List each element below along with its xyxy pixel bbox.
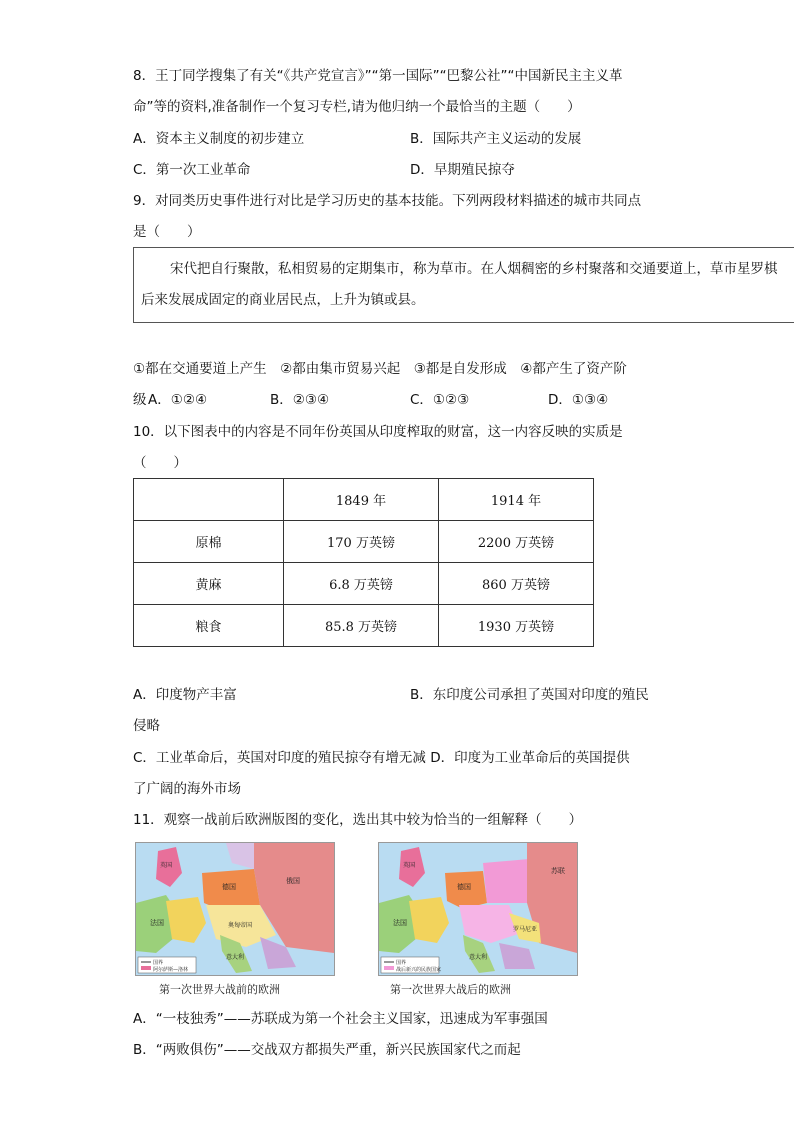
map-after-legend-border: 国界: [396, 960, 407, 966]
map-before-legend-alsace: 阿尔萨斯—洛林: [153, 967, 189, 973]
table-cell: 黄麻: [134, 563, 284, 605]
q10-data-table: [133, 478, 594, 647]
map-europe-after-wwi: [378, 842, 578, 976]
q10-option-cd-line2[interactable]: 了广阔的海外市场: [133, 781, 241, 797]
table-row: [134, 563, 594, 605]
q9-material-box: [133, 247, 794, 323]
table-cell: 原棉: [134, 521, 284, 563]
q11-option-b[interactable]: B．“两败俱伤”——交战双方都损失严重，新兴民族国家代之而起: [133, 1042, 521, 1058]
table-cell: 粮食: [134, 605, 284, 647]
table-cell: 85.8 万英镑: [284, 605, 439, 647]
map-after-label-italy: 意大利: [469, 954, 488, 961]
map-before-caption: 第一次世界大战前的欧洲: [159, 983, 280, 996]
map-after-label-soviet: 苏联: [551, 867, 565, 875]
table-header-row: [134, 479, 594, 521]
map-before-graphic: [136, 843, 334, 975]
map-after-label-germany: 德国: [457, 883, 471, 891]
map-before-label-italy: 意大利: [226, 954, 245, 961]
q10-option-cd-line1[interactable]: C．工业革命后，英国对印度的殖民掠夺有增无减 D．印度为工业革命后的英国提供: [133, 750, 630, 766]
map-after-label-france: 法国: [393, 919, 407, 927]
q9-stem-line1: 9．对同类历史事件进行对比是学习历史的基本技能。下列两段材料描述的城市共同点: [133, 193, 642, 209]
q8-stem-line2: 命”等的资料,准备制作一个复习专栏,请为他归纳一个最恰当的主题（ ）: [133, 99, 581, 115]
table-cell: 2200 万英镑: [439, 521, 594, 563]
q9-option-a[interactable]: A．①②④: [148, 392, 208, 408]
q9-stem-line2: 是（ ）: [133, 224, 201, 240]
map-europe-before-wwi: [135, 842, 335, 976]
map-after-label-britain: 英国: [403, 862, 416, 869]
q10-option-b-line2[interactable]: 侵略: [133, 718, 160, 734]
q8-option-a[interactable]: A．资本主义制度的初步建立: [133, 131, 305, 147]
map-before-legend-border: 国界: [153, 960, 164, 966]
q8-option-d[interactable]: D．早期殖民掠夺: [410, 162, 515, 178]
q10-option-a[interactable]: A．印度物产丰富: [133, 687, 237, 703]
map-before-label-france: 法国: [150, 919, 164, 927]
table-row: [134, 521, 594, 563]
q9-option-d[interactable]: D．①③④: [548, 392, 609, 408]
table-cell: [134, 479, 284, 521]
map-before-label-russia: 俄国: [286, 877, 300, 885]
table-cell: 860 万英镑: [439, 563, 594, 605]
table-row: [134, 605, 594, 647]
table-cell: 170 万英镑: [284, 521, 439, 563]
q10-stem-line2: （ ）: [133, 455, 187, 471]
map-after-legend-new-states: 战后新兴的民族国家: [396, 967, 442, 973]
q8-option-c[interactable]: C．第一次工业革命: [133, 162, 251, 178]
map-after-graphic: [379, 843, 577, 975]
table-header-cell: 1914 年: [439, 479, 594, 521]
q10-option-b-line1[interactable]: B．东印度公司承担了英国对印度的殖民: [410, 687, 649, 703]
q9-material-line1: 宋代把自行聚散，私相贸易的定期集市，称为草市。在人烟稠密的乡村聚落和交通要道上，草市星罗棋: [170, 261, 778, 277]
q8-stem-line1: 8．王丁同学搜集了有关“《共产党宣言》”“第一国际”“巴黎公社”“中国新民主主义革: [133, 68, 623, 84]
map-after-label-romania: 罗马尼亚: [513, 926, 538, 933]
map-after-caption: 第一次世界大战后的欧洲: [390, 983, 511, 996]
map-before-label-britain: 英国: [160, 862, 173, 869]
q9-statements: ①都在交通要道上产生 ②都由集市贸易兴起 ③都是自发形成 ④都产生了资产阶: [133, 361, 627, 377]
map-before-label-austria-hungary: 奥匈帝国: [228, 922, 253, 929]
q11-stem: 11．观察一战前后欧洲版图的变化，选出其中较为恰当的一组解释（ ）: [133, 812, 583, 828]
q9-option-c[interactable]: C．①②③: [410, 392, 470, 408]
q8-option-b[interactable]: B．国际共产主义运动的发展: [410, 131, 582, 147]
q9-material-line2: 后来发展成固定的商业居民点，上升为镇或县。: [141, 292, 425, 308]
table-header-cell: 1849 年: [284, 479, 439, 521]
q11-option-a[interactable]: A．“一枝独秀”——苏联成为第一个社会主义国家，迅速成为军事强国: [133, 1011, 548, 1027]
map-before-label-germany: 德国: [222, 883, 236, 891]
table-cell: 1930 万英镑: [439, 605, 594, 647]
q10-stem-line1: 10．以下图表中的内容是不同年份英国从印度榨取的财富，这一内容反映的实质是: [133, 424, 623, 440]
q9-options-prefix: 级: [133, 392, 147, 408]
table-cell: 6.8 万英镑: [284, 563, 439, 605]
q9-option-b[interactable]: B．②③④: [270, 392, 330, 408]
